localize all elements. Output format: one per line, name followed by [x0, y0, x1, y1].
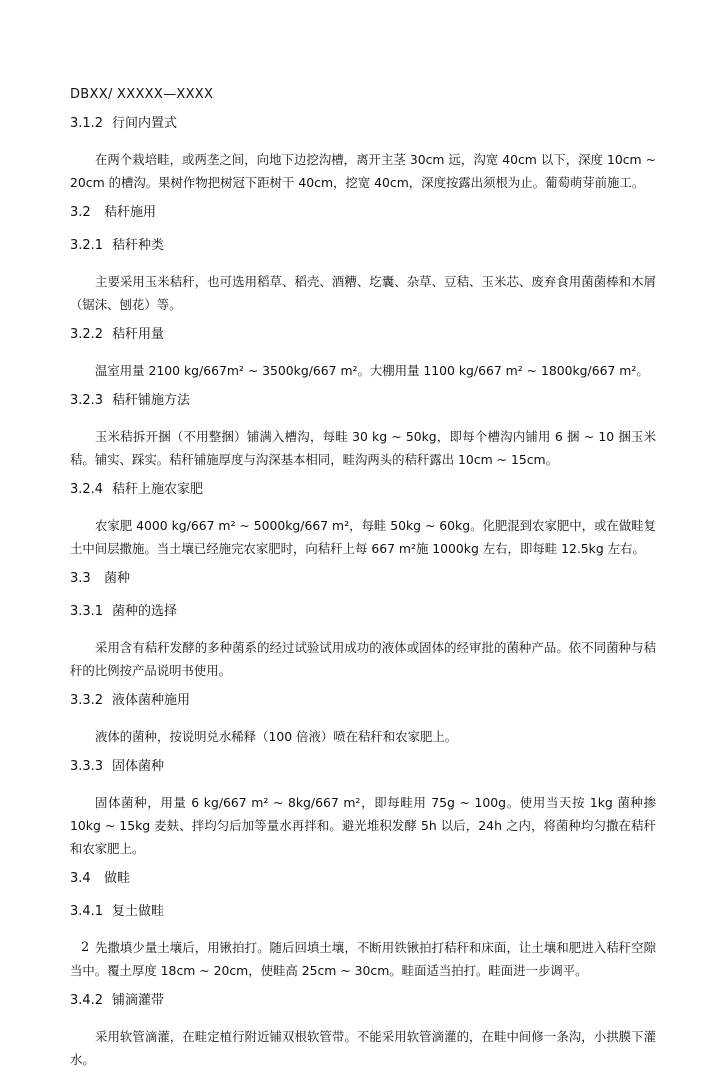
section-number: 3.3: [70, 571, 91, 586]
section-heading: [70, 204, 656, 222]
paragraph: 农家肥 4000 kg/667 m² ~ 5000kg/667 m²，每畦 50kg ~ 60kg。化肥混到农家肥中，或在做畦复土中间层撒施。当土壤已经施完农家肥时，向秸秆上每 667 m²施 1000kg 左右，即每畦 12.5kg 左右。: [70, 518, 656, 556]
section-heading: [70, 237, 656, 255]
section-heading: [70, 481, 656, 499]
section-title: 秸秆种类: [112, 238, 165, 253]
section-number: 3.2: [70, 205, 91, 220]
section-number: 3.1.2: [70, 116, 104, 131]
paragraph: 主要采用玉米秸秆，也可选用稻草、稻壳、酒糟、圪囊、杂草、豆秸、玉米芯、废弃食用菌菌棒和木屑（锯沫、刨花）等。: [70, 274, 656, 312]
paragraph: 采用软管滴灌，在畦定植行附近铺双根软管带。不能采用软管滴灌的，在畦中间修一条沟，小拱膜下灌水。: [70, 1029, 656, 1067]
paragraph: 液体的菌种，按说明兑水稀释（100 倍液）喷在秸秆和农家肥上。: [95, 729, 458, 744]
section-number: 3.4.1: [70, 904, 104, 919]
section-number: 3.2.2: [70, 327, 104, 342]
section-number: 3.2.1: [70, 238, 104, 253]
section-number: 3.4: [70, 871, 91, 886]
paragraph: 在两个栽培畦，或两垄之间，向地下边挖沟槽，离开主茎 30cm 远，沟宽 40cm 以下，深度 10cm ~ 20cm 的槽沟。果树作物把树冠下距树干 40cm，挖宽 40cm，深度按露出须根为止。葡萄萌芽前施工。: [70, 152, 656, 190]
document-body: [70, 115, 656, 1081]
section-title: 菌种: [104, 571, 131, 586]
section-heading: [70, 692, 656, 710]
section-heading: [70, 903, 656, 921]
section-heading: [70, 115, 656, 133]
paragraph: 玉米秸拆开捆（不用整捆）铺满入槽沟，每畦 30 kg ~ 50kg，即每个槽沟内铺用 6 捆 ~ 10 捆玉米秸。铺实、踩实。秸秆铺施厚度与沟深基本相同，畦沟两头的秸秆露出 10cm ~ 15cm。: [70, 429, 656, 467]
section-title: 复土做畦: [112, 904, 165, 919]
section-title: 做畦: [104, 871, 131, 886]
section-heading: [70, 870, 656, 888]
section-title: 菌种的选择: [112, 604, 178, 619]
section-title: 秸秆上施农家肥: [112, 482, 204, 497]
paragraph: 先撒填少量土壤后，用锹拍打。随后回填土壤，不断用铁锹拍打秸秆和床面，让土壤和肥进入秸秆空隙当中。覆土厚度 18cm ~ 20cm，使畦高 25cm ~ 30cm。畦面适当拍打。畦面进一步调平。: [70, 940, 656, 978]
section-number: 3.4.2: [70, 993, 104, 1008]
section-title: 秸秆用量: [112, 327, 165, 342]
section-heading: [70, 392, 656, 410]
paragraph: 温室用量 2100 kg/667m² ~ 3500kg/667 m²。大棚用量 1100 kg/667 m² ~ 1800kg/667 m²。: [95, 363, 649, 378]
section-heading: [70, 758, 656, 776]
section-title: 铺滴灌带: [112, 993, 165, 1008]
page-number: 2: [81, 940, 90, 955]
section-heading: [70, 992, 656, 1010]
paragraph: 采用含有秸秆发酵的多种菌系的经过试验试用成功的液体或固体的经审批的菌种产品。依不同菌种与秸秆的比例按产品说明书使用。: [70, 640, 656, 678]
section-title: 秸秆铺施方法: [112, 393, 191, 408]
section-number: 3.2.4: [70, 482, 104, 497]
section-title: 固体菌种: [112, 759, 165, 774]
section-title: 液体菌种施用: [112, 693, 191, 708]
section-title: 秸秆施用: [104, 205, 157, 220]
section-heading: [70, 570, 656, 588]
section-number: 3.3.3: [70, 759, 104, 774]
section-heading: [70, 326, 656, 344]
paragraph: 固体菌种，用量 6 kg/667 m² ~ 8kg/667 m²，即每畦用 75g ~ 100g。使用当天按 1kg 菌种掺 10kg ~ 15kg 麦麸、拌均匀后加等量水再拌和。避光堆积发酵 5h 以后，24h 之内，将菌种均匀撒在秸秆和农家肥上。: [70, 795, 656, 856]
section-heading: [70, 603, 656, 621]
section-title: 行间内置式: [112, 116, 178, 131]
section-number: 3.3.2: [70, 693, 104, 708]
section-number: 3.3.1: [70, 604, 104, 619]
standard-code-header: DBXX/ XXXXX—XXXX: [70, 87, 214, 102]
section-number: 3.2.3: [70, 393, 104, 408]
